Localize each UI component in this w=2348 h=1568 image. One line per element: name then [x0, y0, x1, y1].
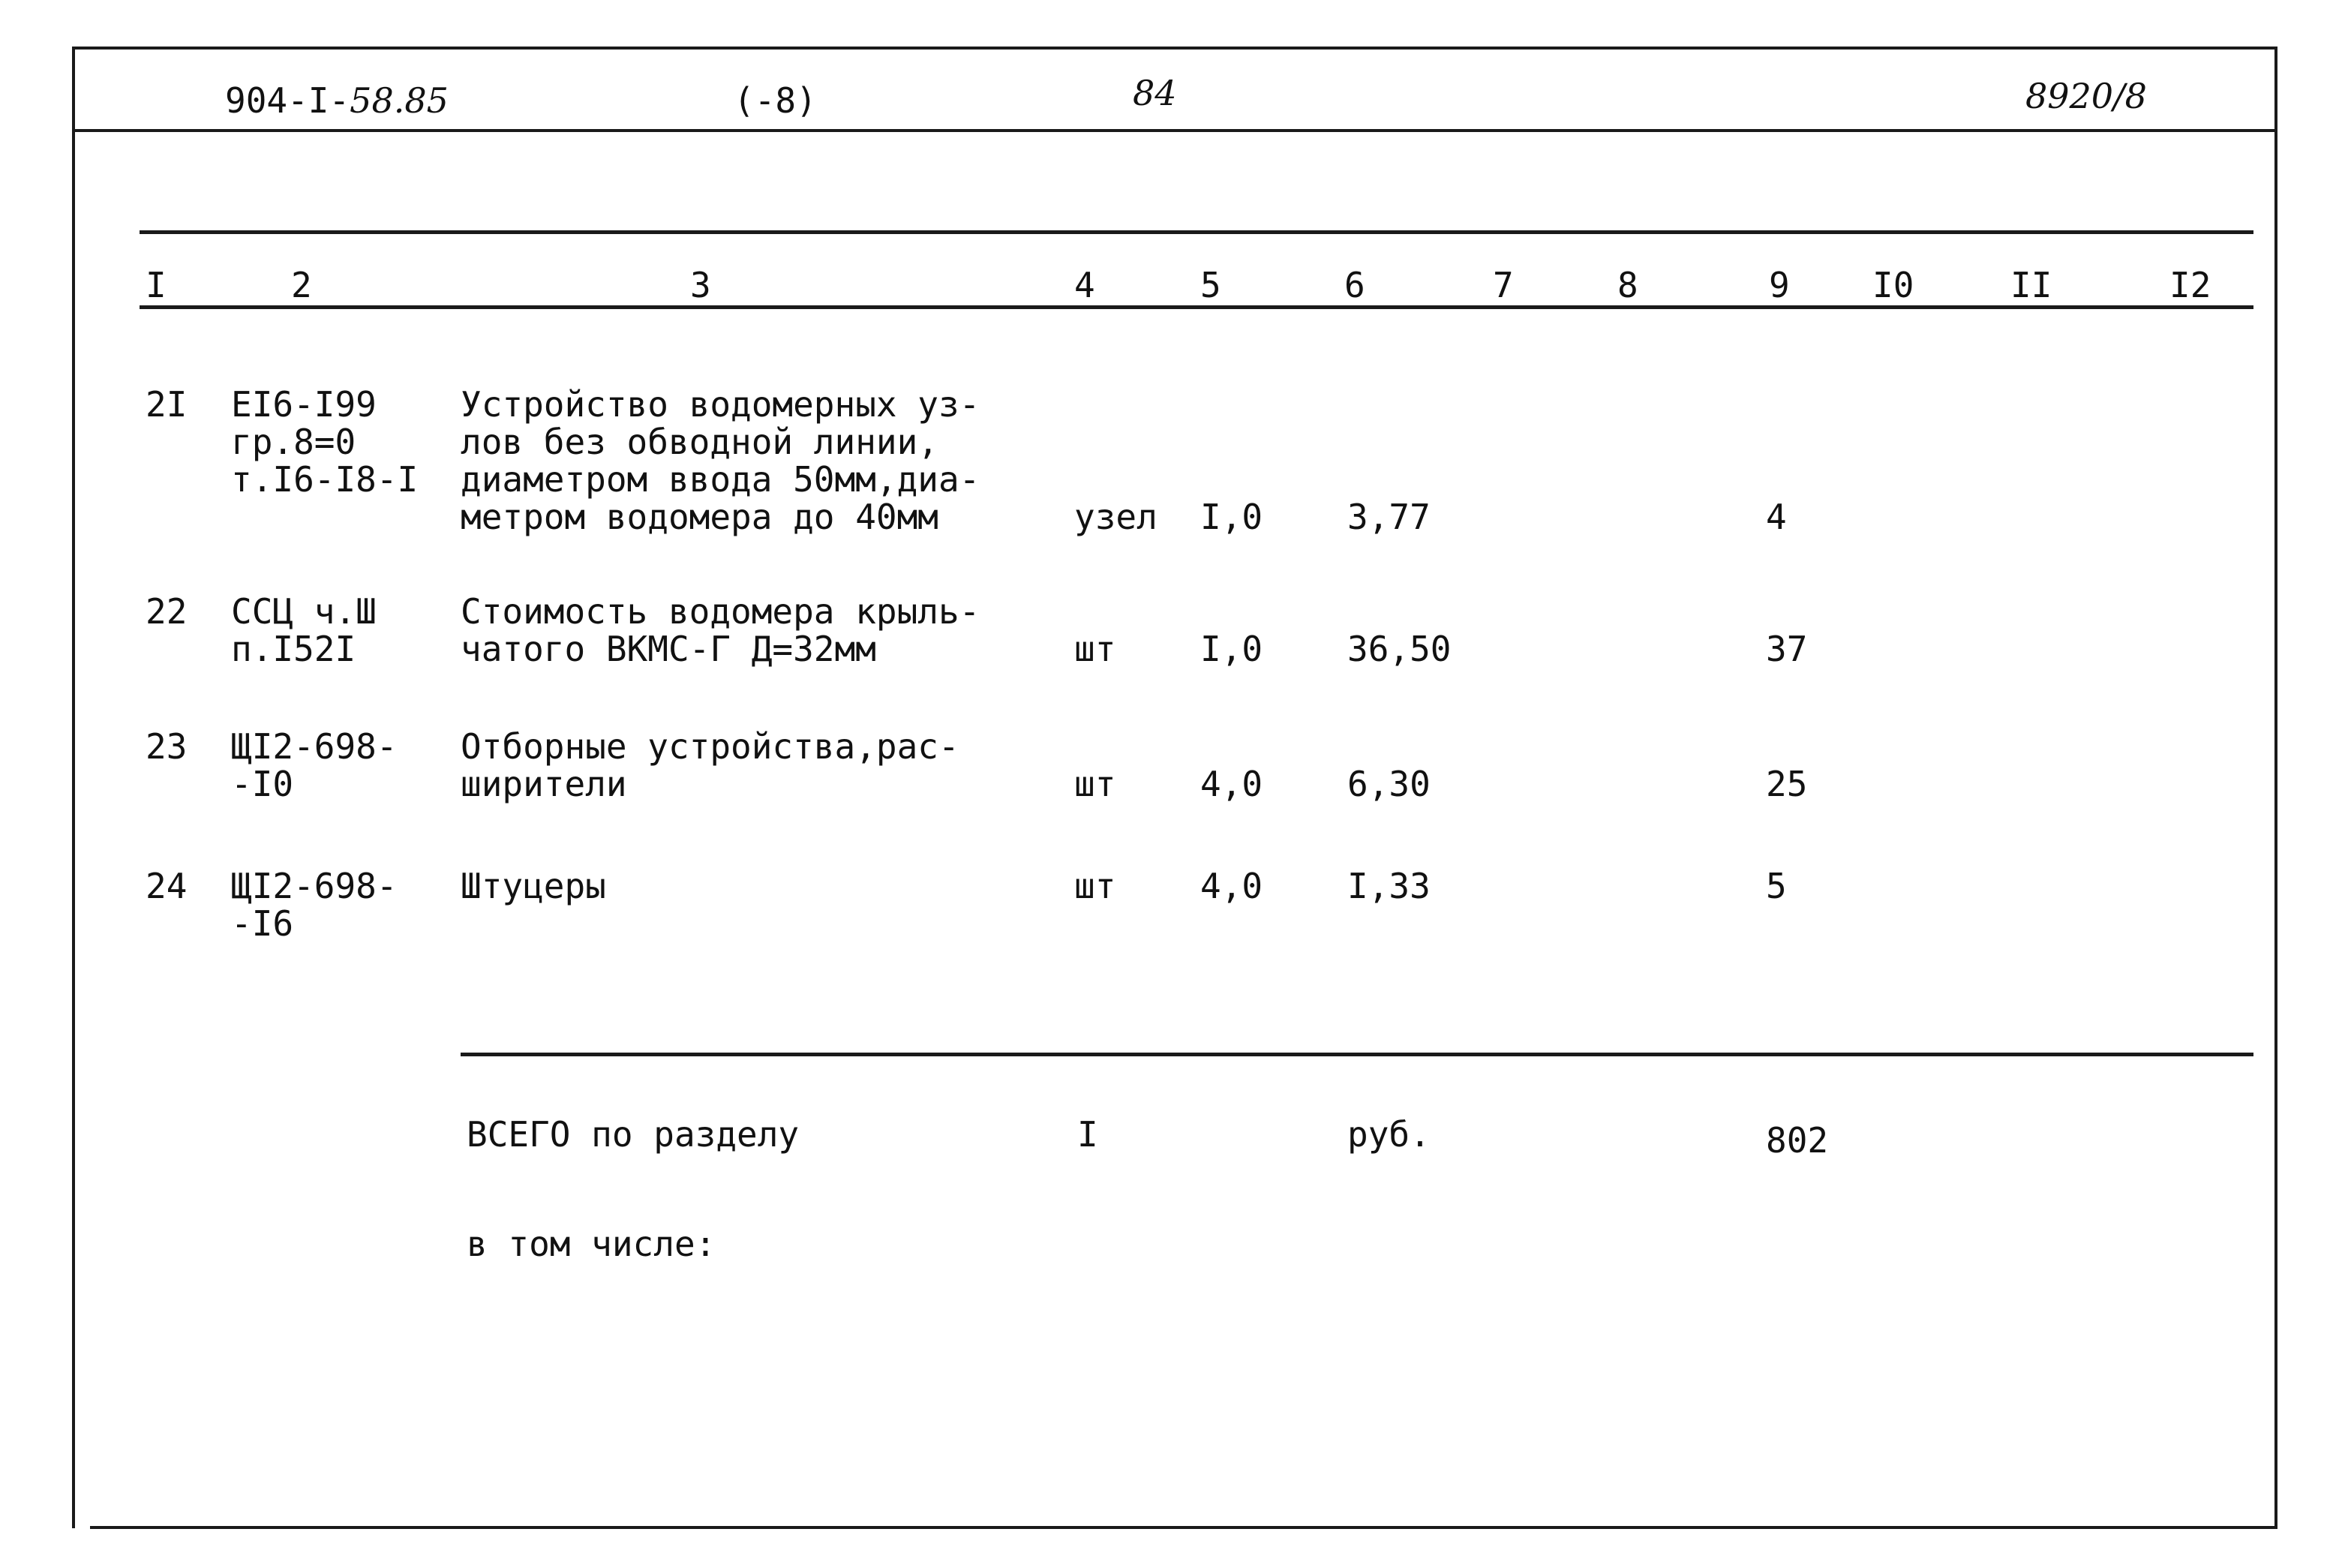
work-description-line: лов без обводной линии, — [461, 422, 938, 462]
norm-code-line: ЩI2-698- — [231, 866, 398, 906]
unit-price: 36,50 — [1347, 629, 1452, 669]
quantity: I,0 — [1200, 629, 1263, 669]
frame-top-border — [72, 47, 2274, 50]
row-number: 22 — [146, 591, 188, 632]
total-cost: 4 — [1766, 497, 1787, 537]
work-description — [461, 386, 980, 536]
work-description — [461, 593, 980, 668]
row-number: 23 — [146, 726, 188, 767]
work-description-line: Стоимость водомера крыль- — [461, 591, 980, 632]
work-description-line: Штуцеры — [461, 866, 606, 906]
column-number: I0 — [1872, 265, 1914, 305]
total-cost: 37 — [1766, 629, 1808, 669]
summary-section: I — [1077, 1114, 1098, 1155]
frame-left-border — [72, 47, 75, 1528]
quantity: 4,0 — [1200, 866, 1263, 906]
column-header-rule — [140, 305, 2253, 309]
norm-code — [231, 593, 377, 668]
work-description-line: ширители — [461, 764, 627, 804]
norm-code-line: EI6-I99 — [231, 384, 377, 425]
document-code-handwritten: 58.85 — [350, 80, 449, 121]
quantity: 4,0 — [1200, 764, 1263, 804]
document-code — [225, 80, 449, 122]
norm-code-line: ЩI2-698- — [231, 726, 398, 767]
column-number: 4 — [1074, 265, 1095, 305]
summary-total: 802 — [1766, 1120, 1829, 1161]
including-label: в том числе: — [467, 1224, 716, 1264]
column-number: 2 — [291, 265, 312, 305]
norm-code-line: ССЦ ч.Ш — [231, 591, 377, 632]
column-number: 8 — [1617, 265, 1638, 305]
summary-currency: руб. — [1347, 1114, 1431, 1155]
norm-code-line: т.I6-I8-I — [231, 459, 419, 500]
inventory-number: 8920/8 — [2025, 76, 2147, 116]
norm-code-line: гр.8=0 — [231, 422, 356, 462]
column-number: 7 — [1493, 265, 1514, 305]
work-description-line: метром водомера до 40мм — [461, 497, 938, 537]
summary-rule — [461, 1053, 2253, 1056]
norm-code — [231, 728, 398, 803]
header-rule — [72, 129, 2274, 132]
total-cost: 25 — [1766, 764, 1808, 804]
work-description-line: диаметром ввода 50мм,диа- — [461, 459, 980, 500]
column-number: 3 — [690, 265, 711, 305]
column-number: I2 — [2169, 265, 2211, 305]
norm-code-line: -I6 — [231, 903, 294, 944]
document-code-printed: 904-I- — [225, 80, 350, 121]
column-number: II — [2010, 265, 2052, 305]
column-number: 5 — [1200, 265, 1221, 305]
unit-price: I,33 — [1347, 866, 1431, 906]
quantity: I,0 — [1200, 497, 1263, 537]
norm-code-line: п.I52I — [231, 629, 356, 669]
norm-code — [231, 867, 398, 942]
unit: шт — [1074, 764, 1116, 804]
work-description-line: чатого ВКМС-Г Д=32мм — [461, 629, 876, 669]
column-number: 9 — [1769, 265, 1790, 305]
frame-right-border — [2274, 47, 2277, 1528]
page-number: 84 — [1133, 73, 1177, 113]
norm-code — [231, 386, 418, 498]
unit: узел — [1074, 497, 1157, 537]
summary-label: ВСЕГО по разделу — [467, 1114, 800, 1155]
row-number: 24 — [146, 866, 188, 906]
column-number: I — [146, 265, 167, 305]
column-number: 6 — [1344, 265, 1365, 305]
work-description — [461, 867, 606, 905]
unit-price: 6,30 — [1347, 764, 1431, 804]
table-top-rule — [140, 230, 2253, 234]
unit: шт — [1074, 629, 1116, 669]
frame-bottom-border — [90, 1526, 2277, 1529]
unit-price: 3,77 — [1347, 497, 1431, 537]
unit: шт — [1074, 866, 1116, 906]
total-cost: 5 — [1766, 866, 1787, 906]
sheet-reference: (-8) — [734, 80, 817, 121]
row-number: 2I — [146, 384, 188, 425]
norm-code-line: -I0 — [231, 764, 294, 804]
work-description-line: Отборные устройства,рас- — [461, 726, 959, 767]
work-description — [461, 728, 959, 803]
work-description-line: Устройство водомерных уз- — [461, 384, 980, 425]
